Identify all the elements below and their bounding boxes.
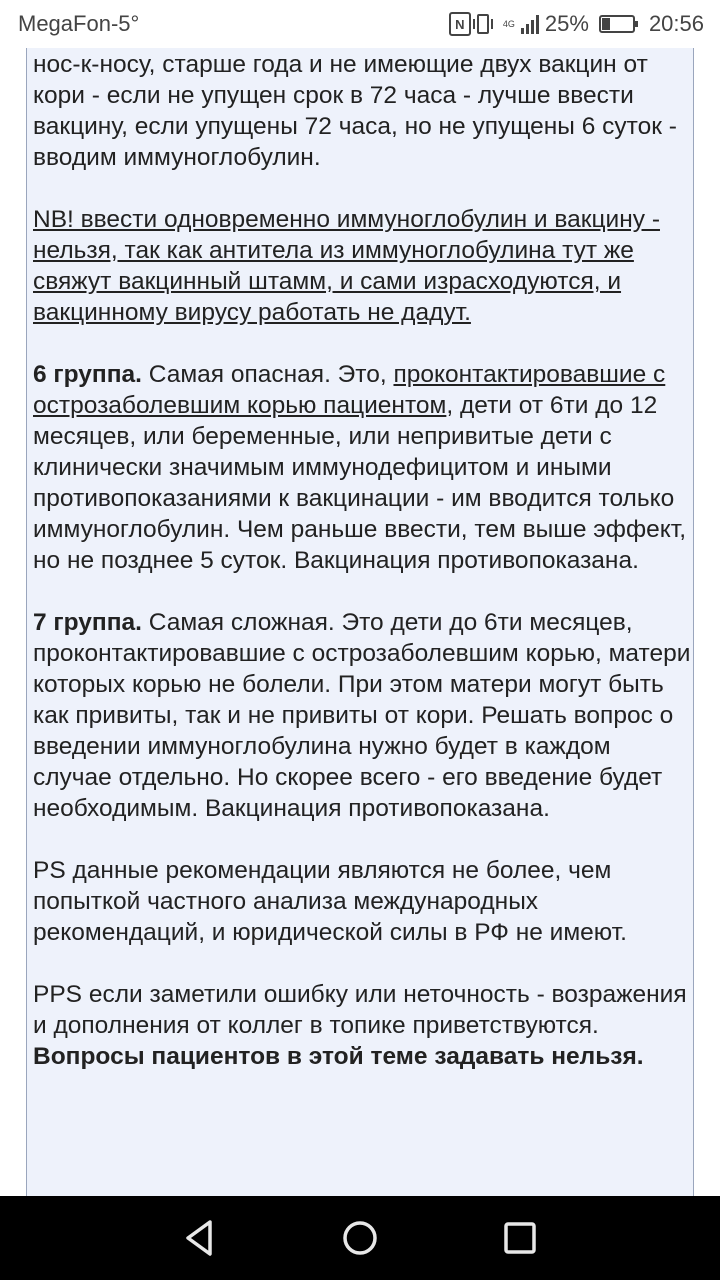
paragraph-ps: PS данные рекомендации являются не более, чем попыткой частного анализа международных рекомендаций, и юридической силы в РФ не имеют. bbox=[33, 857, 627, 946]
battery-percent: 25% bbox=[544, 11, 589, 36]
forum-post bbox=[33, 49, 693, 1072]
home-icon[interactable] bbox=[338, 1216, 382, 1260]
back-icon[interactable] bbox=[178, 1216, 222, 1260]
carrier-temp: -5° bbox=[110, 11, 140, 36]
paragraph-group-7 bbox=[33, 607, 693, 824]
nfc-icon: N bbox=[449, 12, 471, 36]
group-6-text-b: , дети от 6ти до 12 месяцев, или беременные, или непривитые дети с клинически значимым иммунодефицитом и иными противопоказаниями к вакцинации - им вводится только иммуноглобулин. Чем раньше ввести, тем выше эффект, но не позднее 5 суток. Вакцинация противопоказана. bbox=[33, 392, 687, 574]
battery-icon bbox=[599, 15, 635, 33]
clock: 20:56 bbox=[648, 11, 704, 36]
paragraph-contact-rules: нос-к-носу, старше года и не имеющие двух вакцин от кори - если не упущен срок в 72 часа - лучше ввести вакцину, если упущены 72 часа, но не упущены 6 суток - вводим иммуноглобулин. bbox=[33, 51, 677, 171]
navigation-bar bbox=[0, 1196, 720, 1280]
paragraph-group-6 bbox=[33, 359, 693, 576]
pps-bold-warning: Вопросы пациентов в этой теме задавать нельзя. bbox=[33, 1043, 644, 1070]
vibrate-icon bbox=[477, 14, 489, 34]
group-6-title: 6 группа. bbox=[33, 361, 142, 388]
status-bar bbox=[0, 0, 720, 48]
group-6-text-a: Самая опасная. Это, bbox=[141, 361, 394, 388]
recent-apps-icon[interactable] bbox=[498, 1216, 542, 1260]
status-icons bbox=[449, 11, 704, 37]
paragraph-pps bbox=[33, 979, 693, 1072]
group-7-text: Самая сложная. Это дети до 6ти месяцев, проконтактировавшие с острозаболевшим корью, матери которых корью не болели. При этом матери могут быть как привиты, так и не привиты от кори. Решать вопрос о введении иммуноглобулина нужно будет в каждом случае отдельно. Но скорее всего - его введение будет необходимым. Вакцинация противопоказана. bbox=[33, 609, 691, 822]
group-7-title: 7 группа. bbox=[33, 609, 142, 636]
signal-icon bbox=[521, 14, 539, 34]
nb-note: NB! ввести одновременно иммуноглобулин и вакцину - нельзя, так как антитела из иммуноглобулина тут же свяжут вакцинный штамм, и сами израсходуются, и вакцинному вирусу работать не дадут. bbox=[33, 206, 660, 326]
pps-text: PPS если заметили ошибку или неточность - возражения и дополнения от коллег в топике приветствуются. bbox=[33, 981, 687, 1039]
lte-icon: 4G bbox=[502, 18, 515, 29]
carrier-label bbox=[18, 11, 139, 37]
group-6-link[interactable]: проконтактировавшие с острозаболевшим корью пациентом bbox=[33, 361, 666, 419]
carrier-name: MegaFon bbox=[18, 11, 111, 36]
